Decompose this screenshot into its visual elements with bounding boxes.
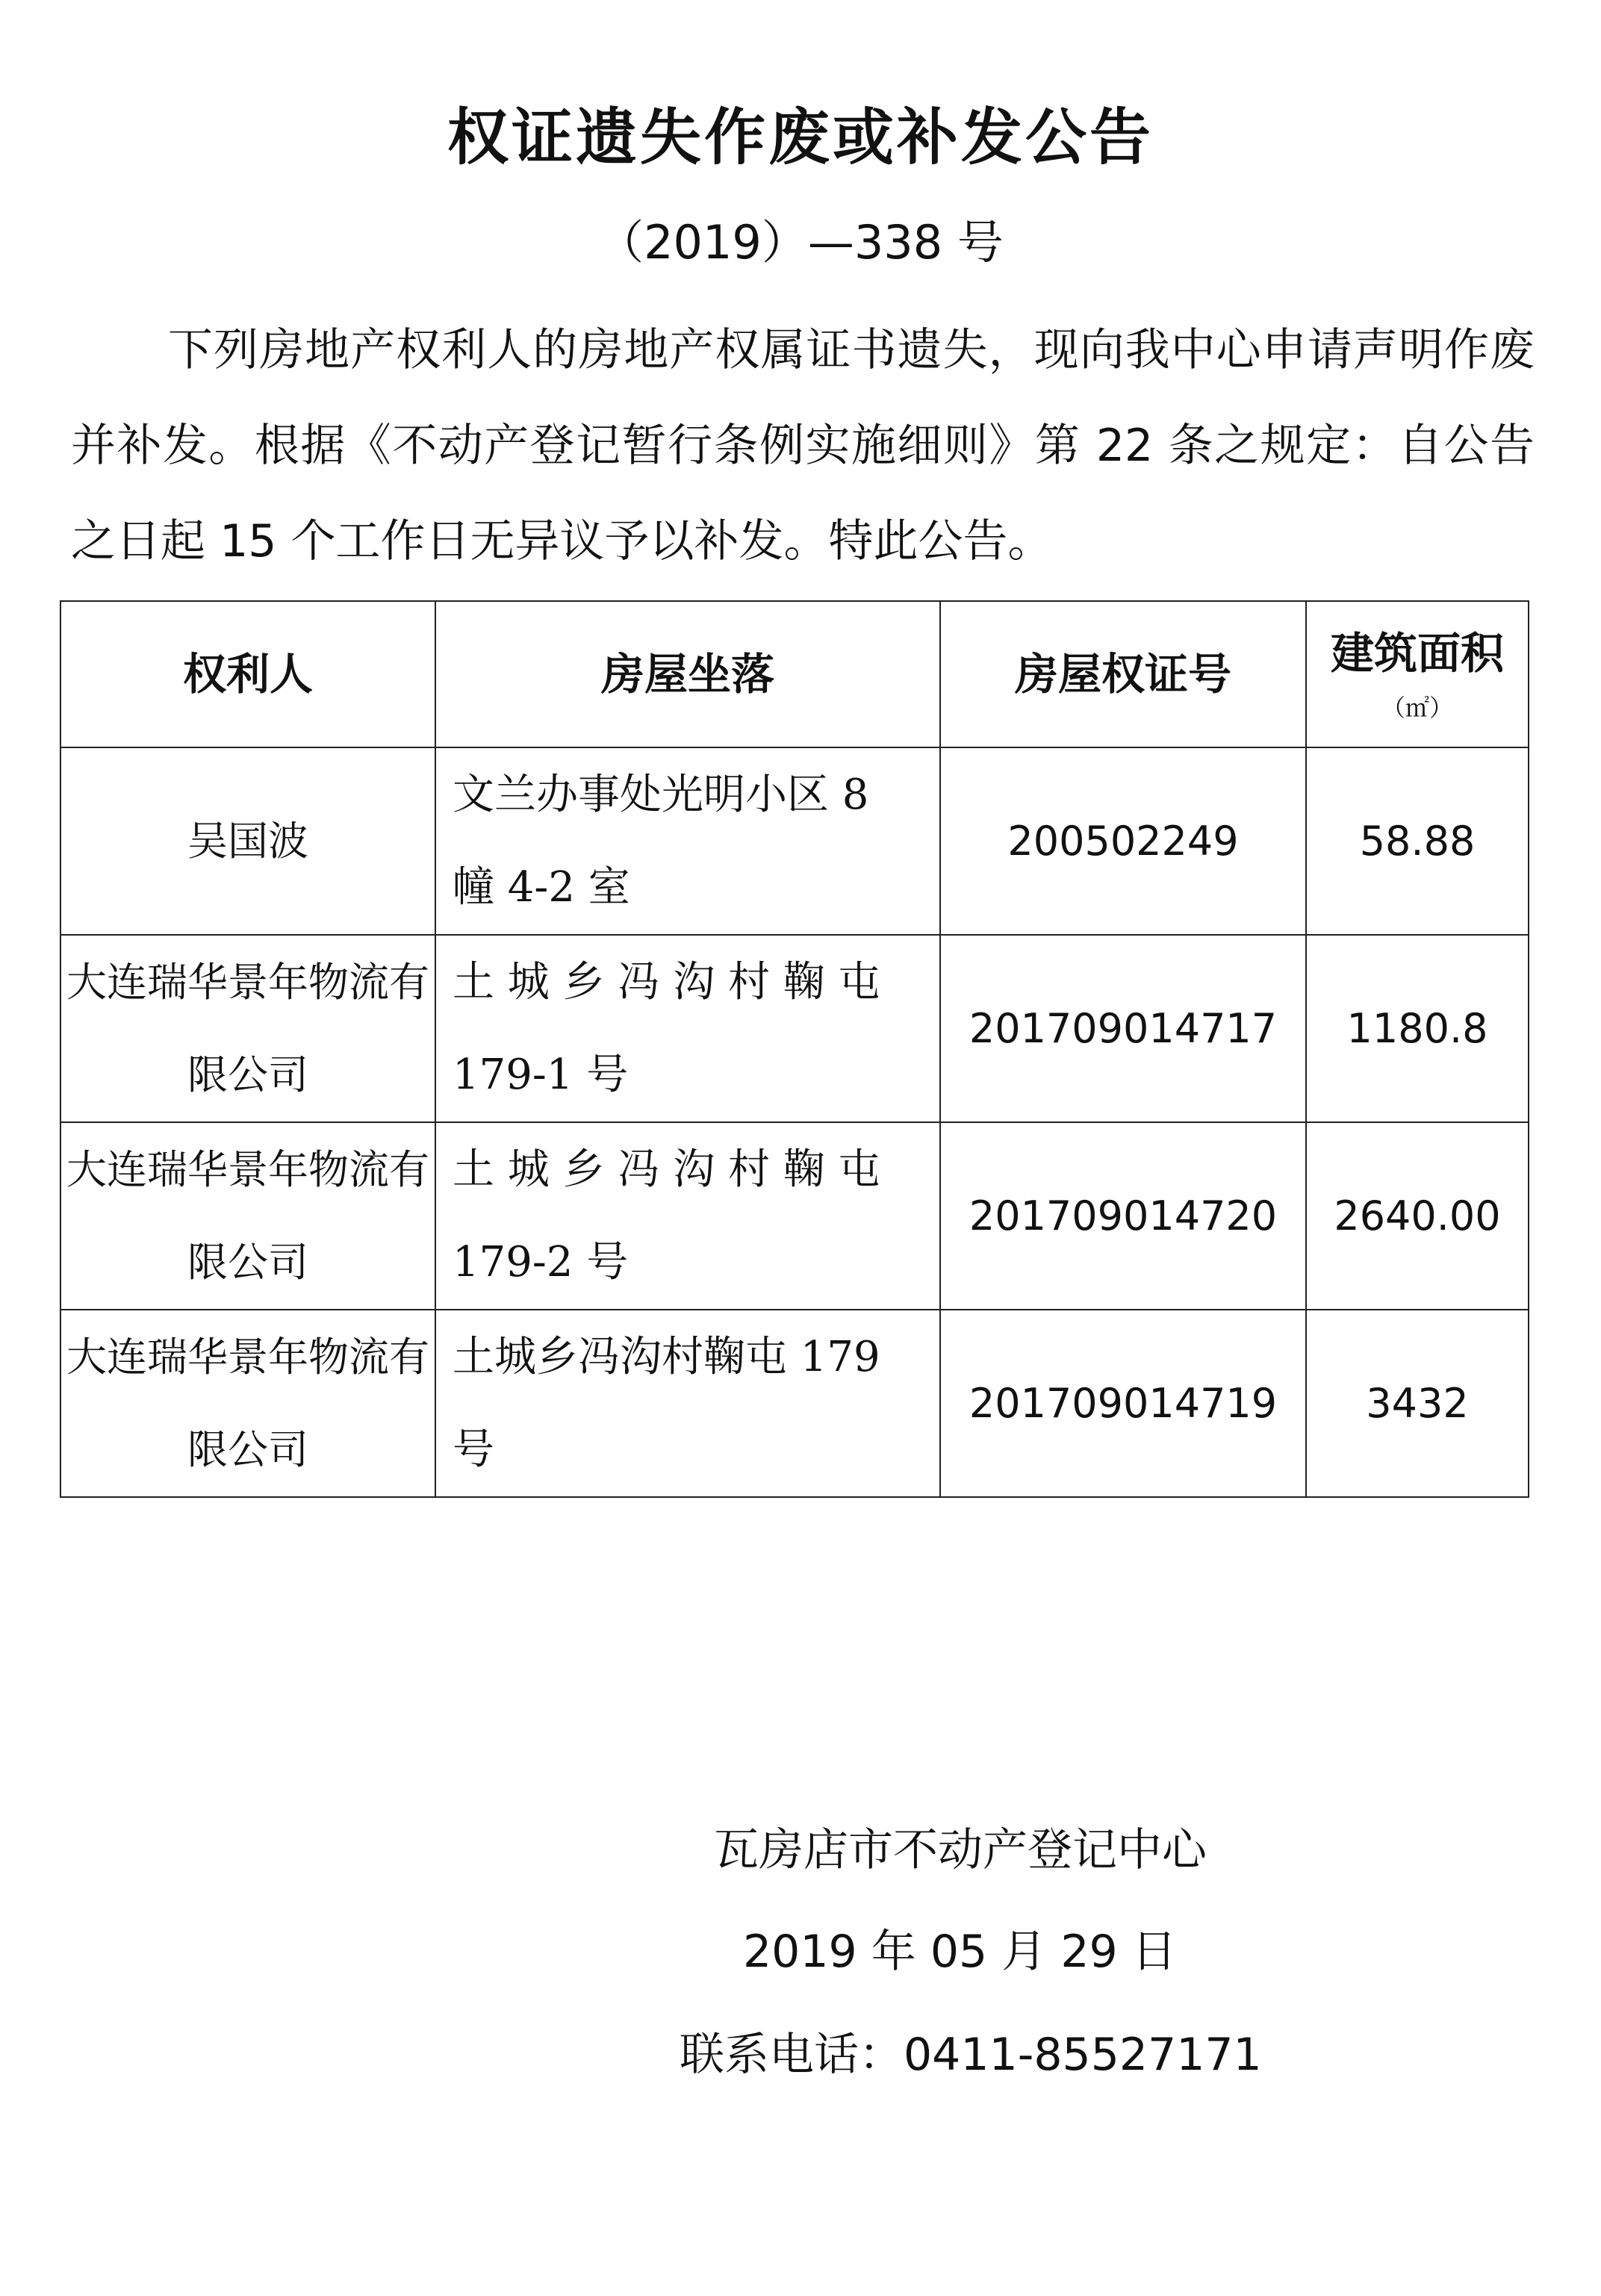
cell-address: 土城乡冯沟村鞠屯 179 号 — [435, 1310, 940, 1497]
cell-owner: 吴国波 — [60, 747, 435, 935]
header-area-label: 建筑面积 — [1330, 628, 1504, 679]
document-number: （2019）—338 号 — [597, 215, 1004, 270]
table-row — [60, 935, 1529, 1122]
cell-cert-no: 200502249 — [940, 747, 1306, 935]
cell-area: 1180.8 — [1306, 935, 1529, 1122]
header-area-unit: （㎡） — [1381, 694, 1453, 722]
cell-cert-no: 201709014720 — [940, 1122, 1306, 1310]
table-row — [60, 1122, 1529, 1310]
cell-address: 土 城 乡 冯 沟 村 鞠 屯 179-2 号 — [435, 1122, 940, 1310]
header-cert-no: 房屋权证号 — [940, 601, 1306, 747]
issuing-office: 瓦房店市不动产登记中心 — [714, 1824, 1207, 1876]
cell-area: 58.88 — [1306, 747, 1529, 935]
lost-certificate-table — [60, 600, 1529, 1498]
notice-title: 权证遗失作废或补发公告 — [447, 102, 1154, 173]
cell-address: 土 城 乡 冯 沟 村 鞠 屯 179-1 号 — [435, 935, 940, 1122]
cell-owner: 大连瑞华景年物流有限公司 — [60, 1310, 435, 1497]
cell-cert-no: 201709014719 — [940, 1310, 1306, 1497]
cell-area: 3432 — [1306, 1310, 1529, 1497]
cell-address: 文兰办事处光明小区 8 幢 4-2 室 — [435, 747, 940, 935]
cell-area: 2640.00 — [1306, 1122, 1529, 1310]
table-header-row — [60, 601, 1529, 747]
contact-phone: 联系电话：0411-85527171 — [680, 2029, 1262, 2081]
cell-cert-no: 201709014717 — [940, 935, 1306, 1122]
table-row — [60, 1310, 1529, 1497]
cell-owner: 大连瑞华景年物流有限公司 — [60, 935, 435, 1122]
header-address: 房屋坐落 — [435, 601, 940, 747]
issue-date: 2019 年 05 月 29 日 — [743, 1926, 1177, 1978]
table-row — [60, 747, 1529, 935]
header-area — [1306, 601, 1529, 747]
header-owner: 权利人 — [60, 601, 435, 747]
cell-owner: 大连瑞华景年物流有限公司 — [60, 1122, 435, 1310]
notice-body: 下列房地产权利人的房地产权属证书遗失，现向我中心申请声明作废并补发。根据《不动产登记暂行条例实施细则》第 22 条之规定：自公告之日起 15 个工作日无异议予以补发。特此公告。 — [71, 324, 1535, 567]
